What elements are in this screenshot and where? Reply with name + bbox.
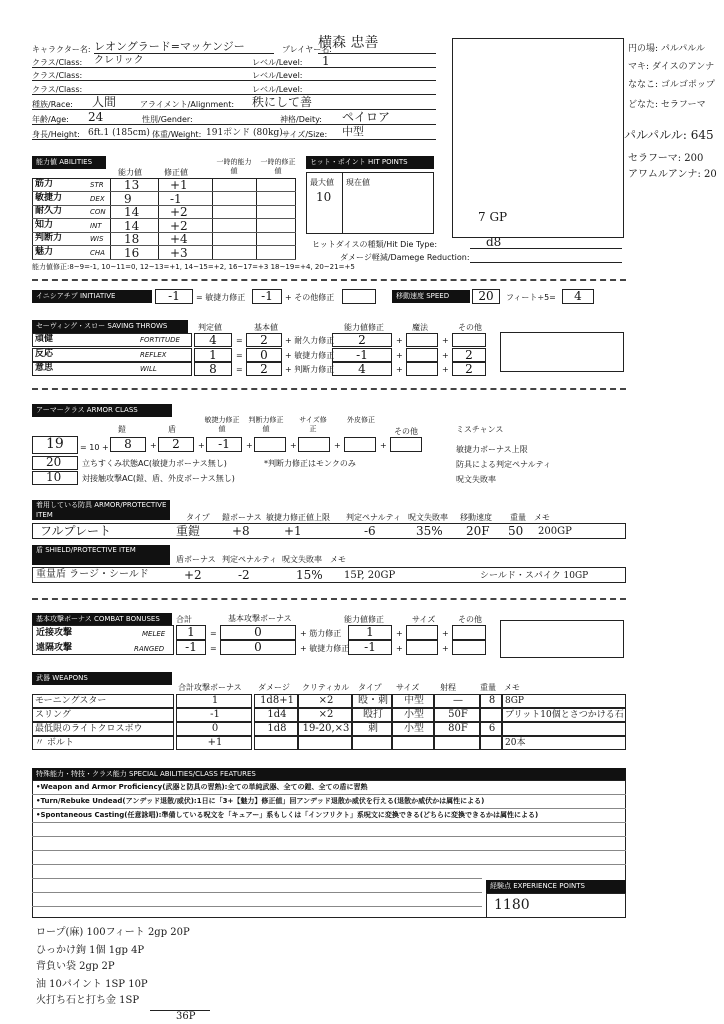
inventory-oil: 油 10パイント 1SP 10P <box>36 979 148 990</box>
size-label: サイズ/Size: <box>282 130 328 139</box>
melee-ab-label: + 筋力修正 <box>300 629 342 638</box>
hit-die-value[interactable]: d8 <box>486 235 502 249</box>
ability-row-line <box>32 218 296 219</box>
side-note-4: どなた: セラフーマ <box>628 100 706 110</box>
experience-bar: 経験点 EXPERIENCE POINTS <box>486 880 626 893</box>
feature-line-4 <box>32 836 626 837</box>
save-en-1: REFLEX <box>140 350 167 359</box>
class-label-2: クラス/Class: <box>32 71 83 80</box>
ac-wis-value[interactable] <box>254 437 286 452</box>
weapon-type-header: タイプ <box>358 683 382 692</box>
temp-score-header: 一時的能力値 <box>216 158 252 175</box>
ac-base-label: = 10 + <box>80 443 109 452</box>
weapon-cell <box>480 736 502 750</box>
deity-value[interactable]: ペイロア <box>342 110 391 124</box>
ac-shield-header: 盾 <box>168 425 176 434</box>
feature-proficiency: •Weapon and Armor Proficiency(武器と防具の習熟):全ての単純武器、全ての鎧、全ての盾に習熟 <box>36 783 368 791</box>
ability-mod-int[interactable]: +2 <box>170 218 188 233</box>
ability-mod-cha[interactable]: +3 <box>170 246 188 260</box>
ability-score-int[interactable]: 14 <box>124 218 140 233</box>
ability-row-line <box>32 245 296 246</box>
ranged-plus-1: + <box>396 644 403 653</box>
weapon-type-2[interactable]: 刺 <box>368 723 378 734</box>
armor-speed[interactable]: 20F <box>466 524 490 538</box>
weapon-cell <box>392 736 434 750</box>
initiative-total[interactable]: -1 <box>155 289 193 304</box>
weapon-range-1[interactable]: 50F <box>448 709 468 720</box>
weapon-cell <box>298 736 352 750</box>
ability-row-line <box>32 205 296 206</box>
save-magic-header: 魔法 <box>412 323 428 332</box>
initiative-misc-label: + その他修正 <box>285 293 335 302</box>
save-magic-0[interactable] <box>406 333 438 347</box>
ability-name-con: 耐久力 <box>35 206 63 217</box>
save-plus-a-0: + <box>396 336 403 345</box>
weapon-range-2[interactable]: 80F <box>448 723 468 734</box>
race-value[interactable]: 人間 <box>92 95 117 109</box>
save-magic-2[interactable] <box>406 362 438 376</box>
weapon-memo-3[interactable]: 20本 <box>505 738 526 748</box>
hit-die-underline <box>470 248 622 249</box>
ability-abbr-int: INT <box>90 221 102 230</box>
ac-flat-label: 立ちすくみ状態AC(敏捷力ボーナス無し) <box>82 459 227 468</box>
height-value[interactable]: 6ft.1 (185cm) <box>88 128 150 138</box>
weapon-attack-2[interactable]: 0 <box>211 723 219 734</box>
size-value[interactable]: 中型 <box>342 125 364 138</box>
melee-en-label: MELEE <box>142 630 166 638</box>
feature-line-6 <box>32 864 626 865</box>
feature-turn-undead: •Turn/Rebuke Undead(アンデッド退散/威伏):1日に「3+【魅力】修正値」回アンデッド退散か威伏を行える(退散か威伏かは属性による) <box>36 797 485 805</box>
initiative-bar: イニシアチブ INITIATIVE <box>32 290 152 303</box>
melee-eq: = <box>210 629 217 638</box>
ability-abbr-dex: DEX <box>90 194 105 203</box>
weapon-cell <box>502 722 626 736</box>
save-name-1: 反応 <box>35 348 54 359</box>
combat-ability-header: 能力値修正 <box>344 615 384 624</box>
save-misc-1[interactable]: 2 <box>452 348 486 362</box>
level-value-1[interactable]: 1 <box>322 54 330 68</box>
weapon-crit-2[interactable]: 19-20,×3 <box>302 723 350 734</box>
ac-flat-value[interactable]: 20 <box>46 455 62 469</box>
ac-plus-1: + <box>150 441 157 450</box>
ranged-label: 遠隔攻撃 <box>36 643 73 653</box>
weapon-name-2[interactable]: 最低限のライトクロスボウ <box>35 724 143 734</box>
save-base-0[interactable]: 2 <box>246 333 282 347</box>
age-label: 年齢/Age: <box>32 115 69 124</box>
ability-name-dex: 敏捷力 <box>35 192 63 203</box>
level-label-3: レベル/Level: <box>252 85 303 94</box>
weight-value[interactable]: 191ポンド (80kg) <box>206 128 283 138</box>
armor-memo-header: メモ <box>534 513 550 522</box>
weapon-damage-2[interactable]: 1d8 <box>267 723 287 734</box>
ability-score-dex[interactable]: 9 <box>124 191 132 206</box>
ac-natural-header: 外皮修正 <box>347 416 375 424</box>
dex-cap-label: 敏捷力ボーナス上限 <box>456 445 528 454</box>
ranged-misc[interactable] <box>452 640 486 655</box>
ac-shield-value[interactable]: 2 <box>158 437 194 452</box>
ac-touch-label: 対接触攻撃AC(鎧、盾、外皮ボーナス無し) <box>82 474 235 483</box>
save-plus-a-2: + <box>396 365 403 374</box>
combat-bonuses-bar: 基本攻撃ボーナス COMBAT BONUSES <box>32 613 172 626</box>
melee-size[interactable] <box>406 625 438 640</box>
armor-bar: 着用している防具 ARMOR/PROTECTIVE ITEM <box>32 500 170 520</box>
shield-name[interactable]: 重量盾 ラージ・シールド <box>36 569 149 580</box>
inventory-total: 36P <box>176 1011 196 1022</box>
feature-line-5 <box>32 850 626 851</box>
save-plus-a-1: + <box>396 350 403 360</box>
ability-score-wis[interactable]: 18 <box>124 232 140 247</box>
save-misc-header: その他 <box>458 323 482 332</box>
initiative-dex-label: = 敏捷力修正 <box>196 293 246 302</box>
save-magic-1[interactable] <box>406 348 438 362</box>
armor-row[interactable] <box>32 523 626 539</box>
feature-line-7 <box>32 878 482 879</box>
speed-bar: 移動速度 SPEED <box>392 290 470 303</box>
weapon-size-2[interactable]: 小型 <box>404 723 424 734</box>
side-note-3: ななこ: ゴルゴポップ <box>628 80 715 90</box>
ac-size-value[interactable] <box>298 437 330 452</box>
initiative-dex-mod[interactable]: -1 <box>252 289 282 304</box>
ac-misc-value[interactable] <box>390 437 422 452</box>
weapon-weight-header: 重量 <box>480 683 496 692</box>
save-total-0[interactable]: 4 <box>194 333 232 347</box>
ability-score-header: 能力値 <box>118 168 142 177</box>
ability-name-cha: 魅力 <box>35 247 54 257</box>
ac-total-value[interactable]: 19 <box>46 436 64 452</box>
armor-type-header: タイプ <box>186 513 210 522</box>
shield-memo-header: メモ <box>330 555 346 564</box>
weapon-cell <box>434 736 480 750</box>
weight-label: 体重/Weight: <box>152 130 202 139</box>
shield-bar: 盾 SHIELD/PROTECTIVE ITEM <box>32 545 170 565</box>
inventory-hook: ひっかけ鉤 1個 1gp 4P <box>36 945 145 956</box>
ability-row-line <box>32 191 296 192</box>
class-underline-2 <box>32 80 436 81</box>
armor-penalty-label: 防具による判定ペナルティ <box>456 460 551 469</box>
save-plus-b-2: + <box>442 365 449 374</box>
ranged-ab[interactable]: -1 <box>348 640 392 655</box>
ac-wis-header: 判断力修正値 <box>248 416 284 433</box>
save-ab-label-1: + 敏捷力修正 <box>285 350 335 360</box>
ability-mod-str[interactable]: +1 <box>170 178 188 192</box>
armor-type[interactable]: 重鎧 <box>176 524 201 538</box>
player-name-label: プレイヤー名: <box>282 45 332 54</box>
ability-mod-header: 修正値 <box>164 168 188 177</box>
weapon-cell <box>352 736 392 750</box>
gold-pieces-value[interactable]: 7 GP <box>478 210 508 224</box>
miss-chance-label: ミスチャンス <box>456 425 504 434</box>
weapon-cell <box>254 736 298 750</box>
save-ab-label-0: + 耐久力修正 <box>285 336 335 345</box>
armor-class-bar: アーマークラス ARMOR CLASS <box>32 404 172 417</box>
ac-plus-3: + <box>246 441 253 450</box>
ability-score-cha[interactable]: 16 <box>124 246 140 260</box>
age-value[interactable]: 24 <box>88 110 104 124</box>
weapon-damage-0[interactable]: 1d8+1 <box>260 695 294 706</box>
weapon-type-1[interactable]: 殴打 <box>363 709 383 720</box>
weapon-memo-1[interactable]: ブリット10個とさつかける石 <box>505 710 624 720</box>
ability-abbr-cha: CHA <box>90 249 105 257</box>
character-name-value[interactable]: レオングラード=マッケンジー <box>94 40 245 53</box>
melee-plus-2: + <box>442 629 449 638</box>
ability-name-wis: 判断力 <box>35 233 63 244</box>
shield-bonus-header: 盾ボーナス <box>176 555 216 564</box>
class-value-1[interactable]: クレリック <box>94 55 144 66</box>
feature-line-8 <box>32 892 482 893</box>
hp-max-label: 最大値 <box>310 178 334 187</box>
armor-name[interactable]: フルプレート <box>40 524 112 538</box>
combat-misc-header: その他 <box>458 615 482 624</box>
side-note-6: セラフーマ: 200 <box>628 153 704 164</box>
ac-plus-6: + <box>380 441 387 450</box>
save-plus-b-0: + <box>442 336 449 345</box>
feature-line-1 <box>32 794 626 795</box>
weapon-size-header: サイズ <box>396 683 420 692</box>
ac-dex-header: 敏捷力修正値 <box>204 416 240 433</box>
ac-plus-4: + <box>290 441 297 450</box>
combat-size-header: サイズ <box>412 615 436 624</box>
save-plus-b-1: + <box>442 350 449 360</box>
section-divider-3 <box>32 598 626 600</box>
save-base-header: 基本値 <box>254 323 278 332</box>
save-ability-header: 能力値修正 <box>344 323 384 332</box>
save-misc-2[interactable]: 2 <box>452 362 486 376</box>
ranged-total[interactable]: -1 <box>176 640 206 655</box>
section-divider-2 <box>32 388 626 390</box>
ranged-ab-label: + 敏捷力修正 <box>300 644 350 653</box>
speed-squares[interactable]: 4 <box>562 289 594 304</box>
ability-mod-wis[interactable]: +4 <box>170 232 188 247</box>
shield-weight[interactable]: 15P, 20GP <box>344 570 396 581</box>
save-ab-0[interactable]: 2 <box>332 333 392 347</box>
ability-mod-dex[interactable]: -1 <box>170 191 182 206</box>
melee-base[interactable]: 0 <box>220 625 296 640</box>
ac-plus-5: + <box>334 441 341 450</box>
speed-feet-label: フィート÷5= <box>506 293 556 302</box>
speed-value[interactable]: 20 <box>472 289 500 304</box>
class-label-1: クラス/Class: <box>32 58 83 67</box>
ranged-en-label: RANGED <box>134 645 165 653</box>
ability-score-con[interactable]: 14 <box>124 205 140 220</box>
shield-bonus[interactable]: +2 <box>184 568 202 582</box>
spell-failure-label: 呪文失敗率 <box>456 475 496 484</box>
save-misc-0[interactable] <box>452 333 486 347</box>
armor-dexcap-header: 敏捷力修正値上限 <box>266 513 330 522</box>
weapons-bar: 武器 WEAPONS <box>32 672 172 685</box>
temp-mod-header: 一時的修正値 <box>260 158 296 175</box>
ability-mod-con[interactable]: +2 <box>170 205 188 220</box>
gender-label: 性別/Gender: <box>142 115 193 124</box>
ac-touch-value[interactable]: 10 <box>46 470 62 484</box>
side-note-2: マキ: ダイスのアンナ <box>628 62 715 72</box>
ac-dex-value[interactable]: -1 <box>206 437 242 452</box>
weapon-memo-0[interactable]: 8GP <box>505 696 524 706</box>
weapon-memo-header: メモ <box>504 683 520 692</box>
inventory-flint: 火打ち石と打ち金 1SP <box>36 995 140 1006</box>
feature-spontaneous-casting: •Spontaneous Casting(任意詠唱):準備している呪文を「キュアー」系もしくは「インフリクト」系呪文に変換できる(どちらに変換できるかは属性による) <box>36 811 539 819</box>
save-en-0: FORTITUDE <box>140 336 180 344</box>
ranged-plus-2: + <box>442 644 449 653</box>
ranged-base[interactable]: 0 <box>220 640 296 655</box>
melee-label: 近接攻撃 <box>36 628 73 638</box>
ranged-size[interactable] <box>406 640 438 655</box>
weapon-attack-header: 合計攻撃ボーナス <box>178 683 242 692</box>
player-name-underline <box>318 53 436 54</box>
shield-penalty[interactable]: -2 <box>238 568 250 582</box>
weapon-damage-header: ダメージ <box>258 683 290 692</box>
weapon-weight-2[interactable]: 6 <box>488 723 496 734</box>
weapon-attack-3[interactable]: +1 <box>207 737 223 748</box>
save-total-header: 判定値 <box>198 323 222 332</box>
weapon-name-1[interactable]: スリング <box>35 710 71 720</box>
side-note-5: パルパルル: 645 <box>624 128 714 142</box>
ability-abbr-wis: WIS <box>90 235 104 244</box>
ability-abbr-str: STR <box>90 181 104 189</box>
save-eq-1: = <box>236 350 243 360</box>
section-divider-1 <box>32 279 626 281</box>
ability-row-line <box>32 259 296 260</box>
weapon-weight-0[interactable]: 8 <box>488 695 496 706</box>
age-underline <box>32 124 436 125</box>
initiative-misc-mod[interactable] <box>342 289 376 304</box>
ability-modifier-footnote: 能力値修正:8~9=-1, 10~11=0, 12~13=+1, 14~15=+2, 16~17=+3 18~19=+4, 20~21=+5 <box>32 263 355 271</box>
deity-label: 神格/Deity: <box>280 115 322 124</box>
character-name-label: キャラクター名: <box>32 45 91 54</box>
combat-total-header: 合計 <box>176 615 192 624</box>
ability-row-line <box>32 232 296 233</box>
armor-memo[interactable]: 200GP <box>538 526 572 537</box>
ac-armor-value[interactable]: 8 <box>110 437 146 452</box>
race-label: 種族/Race: <box>32 100 73 109</box>
save-ab-1[interactable]: -1 <box>332 348 392 362</box>
damage-reduction-underline <box>470 262 622 263</box>
weapon-name-3[interactable]: 〃 ボルト <box>35 738 74 748</box>
weapon-crit-header: クリティカル <box>302 683 350 692</box>
weapon-attack-0[interactable]: 1 <box>211 695 219 706</box>
ac-armor-header: 鎧 <box>118 425 126 434</box>
hp-header-bar: ヒット・ポイント HIT POINTS <box>306 156 434 169</box>
alignment-value[interactable]: 秩にして善 <box>252 95 313 109</box>
save-label-box <box>32 348 192 362</box>
class-underline-1 <box>32 67 436 68</box>
ac-plus-2: + <box>198 441 205 450</box>
ability-name-int: 知力 <box>35 219 54 230</box>
hit-die-label: ヒットダイスの種類/Hit Die Type: <box>312 240 438 249</box>
save-total-2[interactable]: 8 <box>194 362 232 376</box>
features-bar: 特殊能力・特技・クラス能力 SPECIAL ABILITIES/CLASS FEATURES <box>32 768 626 781</box>
armor-penalty[interactable]: -6 <box>364 524 376 538</box>
ability-abbr-con: CON <box>90 208 106 217</box>
armor-weight[interactable]: 50 <box>508 524 524 538</box>
melee-misc[interactable] <box>452 625 486 640</box>
combat-notes-box[interactable] <box>500 620 624 658</box>
melee-total[interactable]: 1 <box>176 625 206 640</box>
weapon-crit-1[interactable]: ×2 <box>318 709 334 720</box>
weapon-crit-0[interactable]: ×2 <box>318 695 334 706</box>
shield-asf-header: 呪文失敗率 <box>282 555 322 564</box>
hp-box-divider <box>342 172 343 234</box>
save-total-1[interactable]: 1 <box>194 348 232 362</box>
ability-name-str: 筋力 <box>35 179 54 189</box>
armor-bonus[interactable]: +8 <box>232 524 250 538</box>
ac-monk-note: *判断力修正はモンクのみ <box>264 459 356 468</box>
saving-throws-bar: セーヴィング・スロー SAVING THROWS <box>32 320 188 333</box>
ranged-eq: = <box>210 644 217 653</box>
inventory-backpack: 背負い袋 2gp 2P <box>36 961 115 972</box>
save-ab-2[interactable]: 4 <box>332 362 392 376</box>
ac-misc-header: その他 <box>394 427 418 436</box>
class-label-3: クラス/Class: <box>32 85 83 94</box>
armor-asf[interactable]: 35% <box>416 524 443 538</box>
melee-ab[interactable]: 1 <box>348 625 392 640</box>
save-eq-2: = <box>236 365 243 374</box>
weapon-range-0[interactable]: — <box>453 695 463 706</box>
shield-memo[interactable]: シールド・スパイク 10GP <box>480 571 589 581</box>
armor-speed-header: 移動速度 <box>460 513 492 522</box>
save-base-1[interactable]: 0 <box>246 348 282 362</box>
armor-bonus-header: 鎧ボーナス <box>222 513 262 522</box>
melee-plus-1: + <box>396 629 403 638</box>
feature-line-9 <box>32 906 482 907</box>
combat-base-header: 基本攻撃ボーナス <box>228 614 292 623</box>
weapon-cell <box>480 708 502 722</box>
armor-penalty-header: 判定ペナルティ <box>346 513 401 522</box>
shield-penalty-header: 判定ペナルティ <box>222 555 277 564</box>
armor-asf-header: 呪文失敗率 <box>408 513 448 522</box>
save-base-2[interactable]: 2 <box>246 362 282 376</box>
portrait-box[interactable] <box>452 38 624 238</box>
armor-weight-header: 重量 <box>510 513 526 522</box>
level-label-1: レベル/Level: <box>252 58 303 67</box>
experience-value[interactable]: 1180 <box>494 897 530 913</box>
save-name-0: 頑健 <box>35 334 54 344</box>
inventory-rope: ロープ(麻) 100フィート 2gp 20P <box>36 927 190 938</box>
save-eq-0: = <box>236 336 243 345</box>
height-underline <box>32 139 436 140</box>
weapon-size-1[interactable]: 小型 <box>404 709 424 720</box>
abilities-header-bar: 能力値 ABILITIES <box>32 156 106 169</box>
damage-reduction-label: ダメージ軽減/Damege Reduction: <box>340 253 470 262</box>
height-label: 身長/Height: <box>32 130 80 139</box>
feature-line-3 <box>32 822 626 823</box>
save-label-box <box>32 362 192 376</box>
ac-natural-value[interactable] <box>344 437 376 452</box>
ac-size-header: サイズ修正 <box>299 416 327 433</box>
hp-max-value[interactable]: 10 <box>316 190 332 204</box>
shield-asf[interactable]: 15% <box>296 568 323 582</box>
weapon-range-header: 射程 <box>440 683 456 692</box>
alignment-label: アライメント/Alignment: <box>140 100 235 109</box>
level-label-2: レベル/Level: <box>252 71 303 80</box>
weapon-attack-1[interactable]: -1 <box>210 709 220 720</box>
save-ab-label-2: + 判断力修正 <box>285 365 335 374</box>
side-note-1: 円の場: パルパルル <box>628 44 706 54</box>
side-note-7: アワムルアンナ: 20 <box>628 169 717 180</box>
save-notes-box[interactable] <box>500 332 624 372</box>
feature-line-2 <box>32 808 626 809</box>
ability-score-str[interactable]: 13 <box>124 178 140 192</box>
hp-current-label: 現在値 <box>346 178 370 187</box>
weapon-damage-1[interactable]: 1d4 <box>267 709 287 720</box>
armor-dexcap[interactable]: +1 <box>284 524 302 538</box>
player-name-value[interactable]: 横森 忠善 <box>318 35 379 51</box>
weapon-type-0[interactable]: 殴・刺 <box>358 695 388 706</box>
weapon-name-0[interactable]: モーニングスター <box>35 696 107 706</box>
weapon-size-0[interactable]: 中型 <box>404 695 424 706</box>
save-en-2: WILL <box>140 365 157 373</box>
save-name-2: 意思 <box>35 363 54 373</box>
